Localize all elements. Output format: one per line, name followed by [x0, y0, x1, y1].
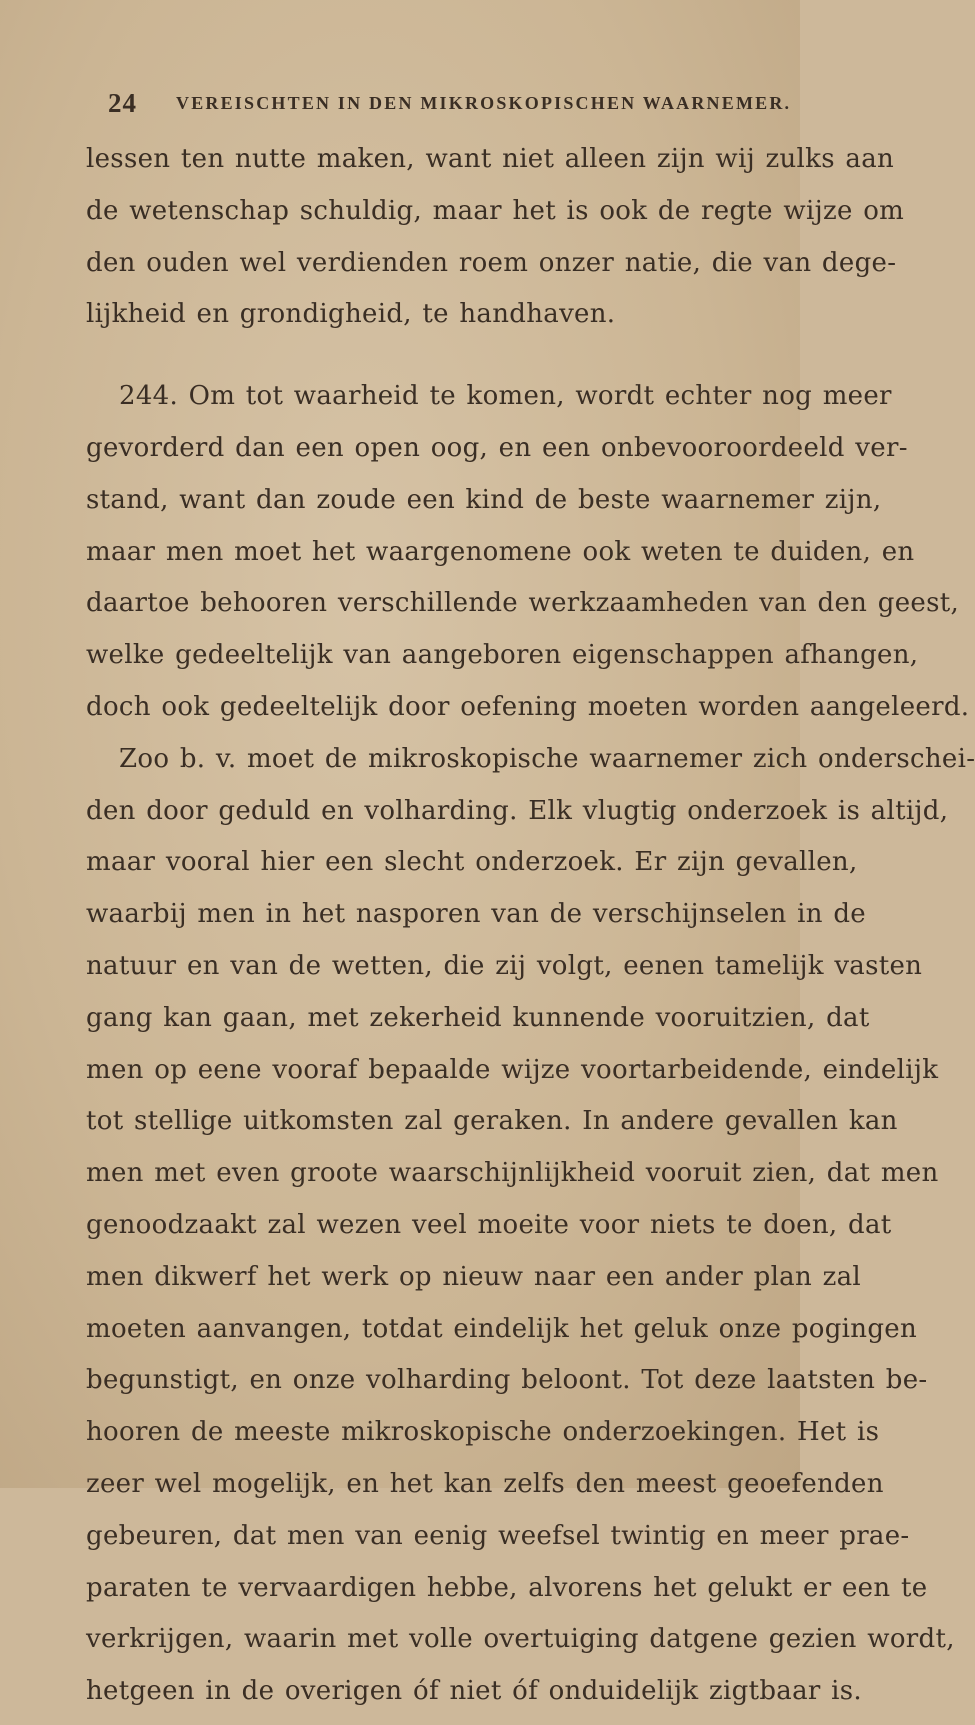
text-line: gevorderd dan een open oog, en een onbevooroordeeld ver- — [86, 432, 908, 463]
text-line: hooren de meeste mikroskopische onderzoekingen. Het is — [86, 1417, 880, 1448]
text-line: Zoo b. v. moet de mikroskopische waarnemer zich onderschei- — [119, 743, 975, 774]
body-text — [86, 141, 975, 1725]
text-line: lessen ten nutte maken, want niet alleen zijn wij zulks aan — [86, 144, 895, 174]
text-line: gebeuren, dat men van eenig weefsel twintig en meer prae- — [86, 1520, 910, 1551]
page-number: 24 — [108, 88, 137, 118]
text-line: genoodzaakt zal wezen veel moeite voor niets te doen, dat — [86, 1209, 892, 1240]
text-line: maar vooral hier een slecht onderzoek. Er zijn gevallen, — [86, 847, 858, 878]
text-line: den ouden wel verdienden roem onzer natie, die van dege- — [86, 247, 897, 278]
text-line: doch ook gedeeltelijk door oefening moeten worden aangeleerd. — [86, 691, 970, 722]
text-line: verkrijgen, waarin met volle overtuiging datgene gezien wordt, — [86, 1624, 955, 1655]
text-line: stand, want dan zoude een kind de beste waarnemer zijn, — [86, 484, 882, 515]
text-line: de wetenschap schuldig, maar het is ook de regte wijze om — [86, 195, 905, 226]
text-line: hetgeen in de overigen óf niet óf onduidelijk zigtbaar is. — [86, 1676, 862, 1707]
text-line: maar men moet het waargenomene ook weten te duiden, en — [86, 536, 915, 567]
text-line: daartoe behooren verschillende werkzaamheden van den geest, — [86, 588, 960, 619]
text-line: tot stellige uitkomsten zal geraken. In andere gevallen kan — [86, 1106, 898, 1137]
text-line: men met even groote waarschijnlijkheid vooruit zien, dat men — [86, 1158, 939, 1189]
text-line: waarbij men in het nasporen van de verschijnselen in de — [86, 899, 866, 930]
text-line: den door geduld en volharding. Elk vlugtig onderzoek is altijd, — [86, 795, 949, 826]
text-line: lijkheid en grondigheid, te handhaven. — [86, 299, 616, 330]
section-start-line: 244. Om tot waarheid te komen, wordt echter nog meer — [119, 381, 892, 412]
text-line: natuur en van de wetten, die zij volgt, eenen tamelijk vasten — [86, 950, 923, 981]
text-line: men dikwerf het werk op nieuw naar een ander plan zal — [86, 1261, 862, 1292]
text-line: men op eene vooraf bepaalde wijze voortarbeidende, eindelijk — [86, 1054, 939, 1085]
text-line: moeten aanvangen, totdat eindelijk het geluk onze pogingen — [86, 1313, 918, 1344]
text-line: zeer wel mogelijk, en het kan zelfs den meest geoefenden — [86, 1468, 884, 1499]
text-line: begunstigt, en onze volharding beloont. Tot deze laatsten be- — [86, 1365, 928, 1396]
text-line: welke gedeeltelijk van aangeboren eigenschappen afhangen, — [86, 640, 919, 671]
text-line: gang kan gaan, met zekerheid kunnende vooruitzien, dat — [86, 1002, 870, 1033]
running-title: VEREISCHTEN IN DEN MIKROSKOPISCHEN WAARNEMER. — [176, 93, 792, 113]
text-line: paraten te vervaardigen hebbe, alvorens het gelukt er een te — [86, 1572, 928, 1603]
page-header — [108, 88, 792, 124]
